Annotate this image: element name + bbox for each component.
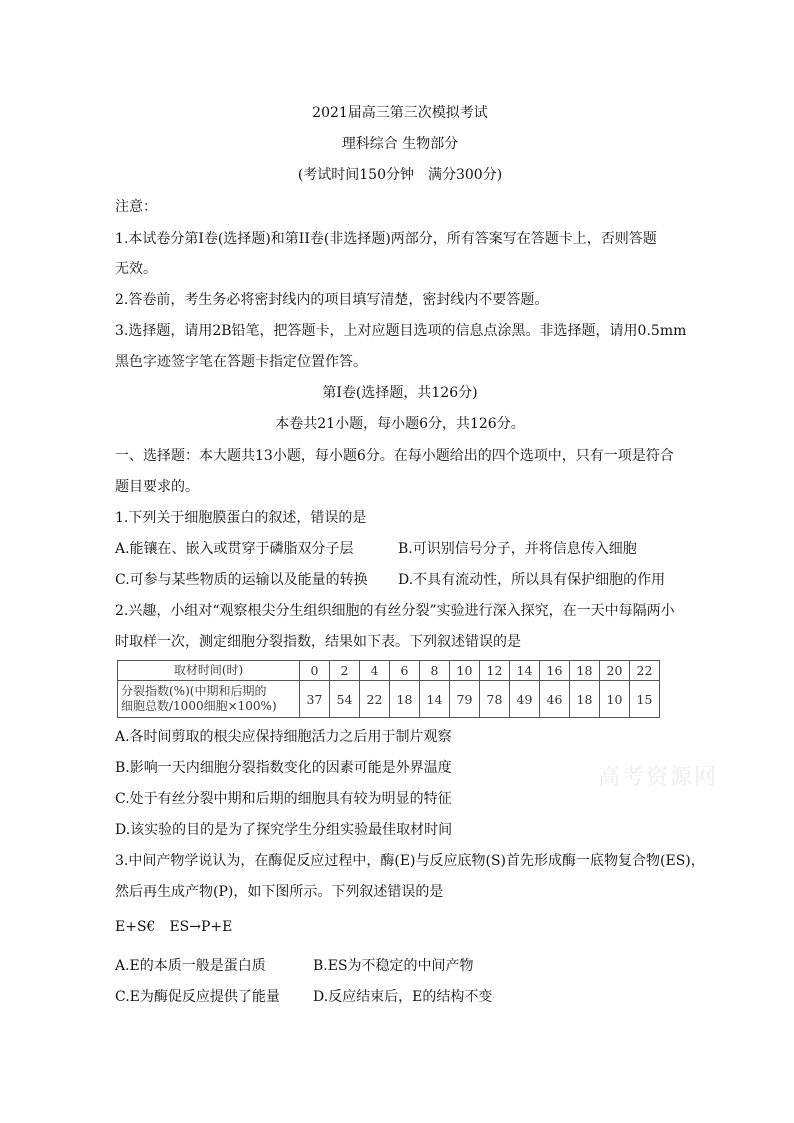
question-3-stem-line-1: 3.中间产物学说认为，在酶促反应过程中，酶(E)与反应底物(S)首先形成酶一底物复合物(ES)，	[115, 853, 705, 869]
index-cell: 22	[360, 681, 390, 718]
note-1-line-2: 无效。	[115, 261, 157, 277]
index-cell: 18	[390, 681, 420, 718]
exam-subtitle: 理科综合 生物部分	[341, 136, 459, 152]
time-cell: 8	[420, 661, 450, 681]
index-cell: 79	[450, 681, 480, 718]
notes-heading: 注意：	[115, 199, 157, 215]
note-2: 2.答卷前，考生务必将密封线内的项目填写清楚，密封线内不要答题。	[115, 292, 549, 308]
table-header-index-line-1: 分裂指数(%)(中期和后期的	[121, 684, 267, 698]
note-1-line-1: 1.本试卷分第I卷(选择题)和第II卷(非选择题)两部分，所有答案写在答题卡上，否则答题	[115, 231, 657, 247]
time-cell: 10	[450, 661, 480, 681]
question-1-option-d: D.不具有流动性，所以具有保护细胞的作用	[398, 572, 666, 588]
time-cell: 4	[360, 661, 390, 681]
time-cell: 18	[570, 661, 600, 681]
section-title: 第I卷(选择题，共126分)	[322, 385, 478, 401]
time-cell: 2	[330, 661, 360, 681]
question-3-option-b: B.ES为不稳定的中间产物	[313, 958, 474, 974]
index-cell: 10	[600, 681, 630, 718]
exam-info: (考试时间150分钟 满分300分)	[297, 167, 503, 183]
index-cell: 14	[420, 681, 450, 718]
question-1-stem: 1.下列关于细胞膜蛋白的叙述，错误的是	[115, 510, 367, 526]
note-3-line-2: 黑色字迹签字笔在答题卡指定位置作答。	[115, 354, 367, 370]
index-cell: 15	[630, 681, 660, 718]
question-3-stem-line-2: 然后再生成产物(P)，如下图所示。下列叙述错误的是	[115, 884, 444, 900]
time-cell: 6	[390, 661, 420, 681]
question-2-option-a: A.各时间剪取的根尖应保持细胞活力之后用于制片观察	[115, 729, 452, 745]
index-cell: 46	[540, 681, 570, 718]
table-header-index	[118, 681, 300, 718]
question-2-stem-line-1: 2.兴趣，小组对“观察根尖分生组织细胞的有丝分裂”实验进行深入探究，在一天中每隔两小	[115, 603, 675, 619]
time-cell: 20	[600, 661, 630, 681]
question-3-option-c: C.E为酶促反应提供了能量	[115, 989, 280, 1005]
index-cell: 18	[570, 681, 600, 718]
time-cell: 0	[300, 661, 330, 681]
time-cell: 22	[630, 661, 660, 681]
time-cell: 14	[510, 661, 540, 681]
index-cell: 37	[300, 681, 330, 718]
section-subtitle: 本卷共21小题，每小题6分，共126分。	[275, 416, 525, 432]
time-cell: 12	[480, 661, 510, 681]
note-3-line-1: 3.选择题，请用2B铅笔，把答题卡，上对应题目选项的信息点涂黑。非选择题，请用0.5mm	[115, 323, 687, 339]
index-cell: 49	[510, 681, 540, 718]
time-cell: 16	[540, 661, 570, 681]
question-3-equation: E+S€ ES→P+E	[115, 919, 233, 935]
question-2-option-c: C.处于有丝分裂中期和后期的细胞具有较为明显的特征	[115, 791, 452, 807]
question-1-option-a: A.能镶在、嵌入或贯穿于磷脂双分子层	[115, 541, 354, 557]
question-1-option-b: B.可识别信号分子，并将信息传入细胞	[398, 541, 637, 557]
question-2-option-d: D.该实验的目的是为了探究学生分组实验最佳取材时间	[115, 822, 453, 838]
table-row-time	[118, 661, 660, 681]
question-3-option-d: D.反应结束后，E的结构不变	[313, 989, 493, 1005]
exam-title: 2021届高三第三次模拟考试	[312, 105, 488, 121]
watermark: 高考资源网	[598, 765, 719, 790]
question-2-stem-line-2: 时取样一次，测定细胞分裂指数，结果如下表。下列叙述错误的是	[115, 634, 521, 650]
index-cell: 78	[480, 681, 510, 718]
division-index-table	[117, 660, 660, 718]
table-row-index	[118, 681, 660, 718]
question-1-option-c: C.可参与某些物质的运输以及能量的转换	[115, 572, 368, 588]
index-cell: 54	[330, 681, 360, 718]
table-header-time: 取材时间(时)	[118, 661, 300, 681]
question-2-option-b: B.影响一天内细胞分裂指数变化的因素可能是外界温度	[115, 760, 452, 776]
section-instruction-line-1: 一、选择题：本大题共13小题，每小题6分。在每小题给出的四个选项中，只有一项是符合	[115, 448, 674, 464]
question-3-option-a: A.E的本质一般是蛋白质	[115, 958, 266, 974]
table-header-index-line-2: 细胞总数/1000细胞×100%)	[121, 699, 277, 713]
section-instruction-line-2: 题目要求的。	[115, 479, 199, 495]
